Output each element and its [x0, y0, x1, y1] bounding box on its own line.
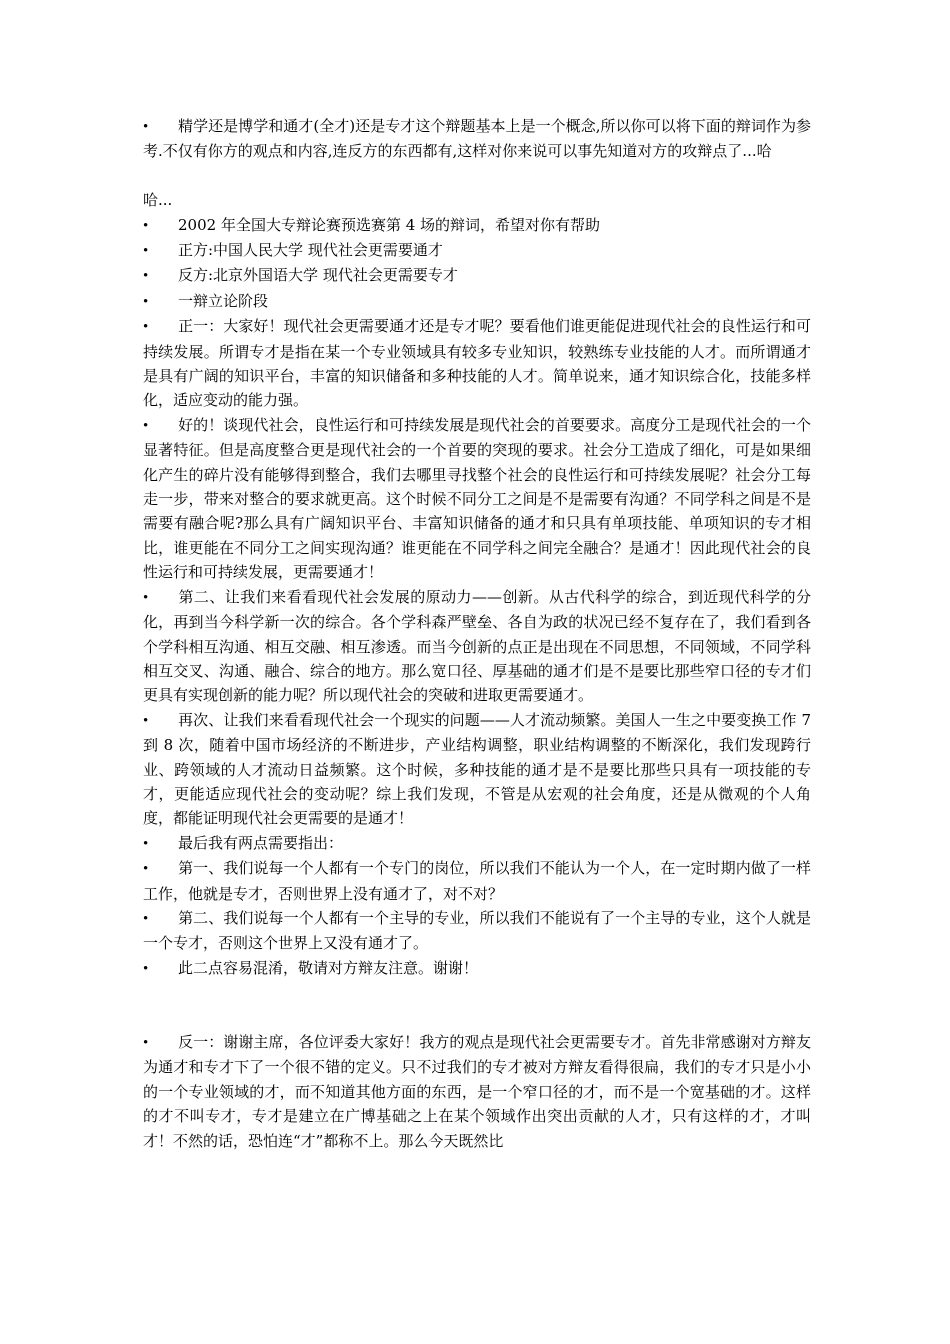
bullet: • [143, 1035, 149, 1051]
speech-paragraph [143, 956, 811, 981]
speech-paragraph [143, 413, 811, 585]
document-body [143, 114, 811, 1153]
bullet: • [143, 319, 149, 336]
bullet: • [143, 835, 149, 852]
bullet: • [143, 589, 149, 606]
info-line [143, 213, 811, 238]
paragraph-text: 再次、让我们来看看现代社会一个现实的问题——人才流动频繁。美国人一生之中要变换工作 7 到 8 次，随着中国市场经济的不断进步，产业结构调整，职业结构调整的不断深化，我们发现跨行业、跨领域的人才流动日益频繁。这个时候，多种技能的通才是不是要比那些只具有一项技能的专才，更能适应现代社会的变动呢？综上我们发现，不管是从宏观的社会角度，还是从微观的个人角度，都能证明现代社会更需要的是通才！ [143, 710, 811, 828]
bullet: • [143, 910, 149, 927]
negative-team-line [143, 263, 811, 288]
bullet: • [143, 861, 149, 878]
section-heading [143, 289, 811, 314]
bullet: • [143, 268, 149, 285]
continuation-line [143, 188, 811, 212]
bullet: • [143, 712, 149, 729]
bullet: • [143, 119, 149, 135]
speech-paragraph [143, 314, 811, 413]
paragraph-text: 最后我有两点需要指出： [178, 833, 344, 852]
speech-paragraph [143, 708, 811, 831]
affirmative-team-line [143, 238, 811, 263]
paragraph-text: 2002 年全国大专辩论赛预选赛第 4 场的辩词，希望对你有帮助 [178, 215, 601, 234]
intro-paragraph [143, 114, 811, 164]
bullet: • [143, 417, 149, 434]
blank-line [143, 164, 811, 188]
paragraph-text: 反方:北京外国语大学 现代社会更需要专才 [178, 266, 458, 285]
paragraph-text: 第二、我们说每一个人都有一个主导的专业，所以我们不能说有了一个主导的专业，这个人就是一个专才，否则这个世界上又没有通才了。 [143, 908, 811, 953]
paragraph-text: 哈... [143, 191, 173, 210]
paragraph-text: 精学还是博学和通才(全才)还是专才这个辩题基本上是一个概念,所以你可以将下面的辩词作为参考.不仅有你方的观点和内容,连反方的东西都有,这样对你来说可以事先知道对方的攻辩点了...哈 [143, 117, 811, 161]
bullet: • [143, 243, 149, 260]
speech-paragraph [143, 1030, 811, 1153]
bullet: • [143, 960, 149, 977]
paragraph-text: 好的！谈现代社会，良性运行和可持续发展是现代社会的首要要求。高度分工是现代社会的一个显著特征。但是高度整合更是现代社会的一个首要的突现的要求。社会分工造成了细化，可是如果细化产生的碎片没有能够得到整合，我们去哪里寻找整个社会的良性运行和可持续发展呢？社会分工每走一步，带来对整合的要求就更高。这个时候不同分工之间是不是需要有沟通？不同学科之间是不是需要有融合呢?那么具有广阔知识平台、丰富知识储备的通才和只具有单项技能、单项知识的专才相比，谁更能在不同分工之间实现沟通？谁更能在不同学科之间完全融合？是通才！因此现代社会的良性运行和可持续发展，更需要通才！ [143, 415, 811, 582]
paragraph-text: 第二、让我们来看看现代社会发展的原动力——创新。从古代科学的综合，到近现代科学的分化，再到当今科学新一次的综合。各个学科森严壁垒、各自为政的状况已经不复存在了，我们看到各个学科相互沟通、相互交融、相互渗透。而当今创新的点正是出现在不同思想，不同领域，不同学科相互交叉、沟通、融合、综合的地方。那么宽口径、厚基础的通才们是不是要比那些窄口径的专才们更具有实现创新的能力呢？所以现代社会的突破和进取更需要通才。 [143, 587, 811, 705]
speech-paragraph [143, 831, 811, 856]
paragraph-text: 正一：大家好！现代社会更需要通才还是专才呢？要看他们谁更能促进现代社会的良性运行和可持续发展。所谓专才是指在某一个专业领域具有较多专业知识，较熟练专业技能的人才。而所谓通才是具有广阔的知识平台，丰富的知识储备和多种技能的人才。简单说来，通才知识综合化，技能多样化，适应变动的能力强。 [143, 317, 811, 410]
bullet: • [143, 293, 149, 310]
speech-paragraph [143, 906, 811, 956]
paragraph-text: 一辩立论阶段 [178, 291, 269, 310]
blank-line [143, 981, 811, 1030]
bullet: • [143, 217, 149, 234]
paragraph-text: 第一、我们说每一个人都有一个专门的岗位，所以我们不能认为一个人，在一定时期内做了一样工作，他就是专才，否则世界上没有通才了，对不对？ [143, 859, 811, 903]
speech-paragraph [143, 585, 811, 708]
paragraph-text: 正方:中国人民大学 现代社会更需要通才 [178, 241, 443, 260]
paragraph-text: 此二点容易混淆，敬请对方辩友注意。谢谢！ [178, 958, 479, 977]
speech-paragraph [143, 856, 811, 906]
paragraph-text: 反一：谢谢主席，各位评委大家好！我方的观点是现代社会更需要专才。首先非常感谢对方辩友为通才和专才下了一个很不错的定义。只不过我们的专才被对方辩友看得很扁，我们的专才只是小小的一个专业领域的才，而不知道其他方面的东西，是一个窄口径的才，而不是一个宽基础的才。这样的才不叫专才，专才是建立在广博基础之上在某个领域作出突出贡献的人才，只有这样的才，才叫才！不然的话，恐怕连“才”都称不上。那么今天既然比 [143, 1033, 811, 1150]
